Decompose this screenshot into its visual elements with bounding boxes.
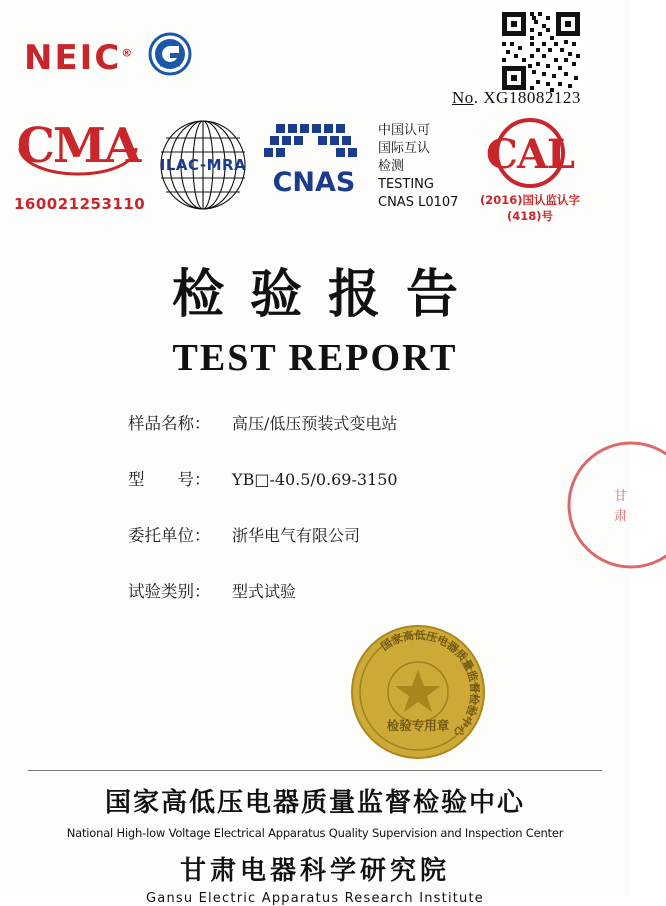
field-value-client-unit: 浙华电气有限公司	[232, 526, 361, 545]
cma-logo-icon	[14, 118, 142, 174]
cnas-line-4: TESTING	[378, 177, 434, 192]
serial-separator: .	[473, 88, 479, 107]
cal-letters	[468, 116, 592, 190]
field-value-test-category: 型式试验	[232, 582, 297, 601]
page-title-cn: 检验报告	[171, 264, 484, 325]
cnas-line-1: 中国认可	[378, 123, 431, 138]
page-title-en: TEST REPORT	[172, 337, 458, 379]
field-value-model: YB□-40.5/0.69-3150	[232, 470, 398, 489]
cal-mark	[468, 116, 592, 224]
neic-logo	[24, 38, 132, 78]
field-value-sample-name: 高压/低压预装式变电站	[232, 414, 398, 433]
gold-seal-icon	[344, 618, 492, 766]
blue-circle-mark-icon	[148, 32, 192, 76]
field-label-client-unit: 委托单位：	[128, 526, 211, 545]
seal-ring-text: 国家高低压电器质量监督检验中心	[378, 628, 482, 740]
footer-org-cn: 国家高低压电器质量监督检验中心	[104, 788, 525, 818]
serial-number	[452, 88, 581, 108]
qr-code-icon	[498, 8, 584, 94]
field-label-test-category: 试验类别：	[128, 582, 211, 601]
cal-logo-icon	[468, 116, 592, 190]
footer-org-en: National High-low Voltage Electrical Apparatus Quality Supervision and Inspection Center	[66, 826, 564, 840]
seal-bottom-text: 检验专用章	[386, 718, 450, 733]
cnas-line-3: 检测	[378, 159, 405, 174]
registered-icon: ®	[121, 46, 133, 60]
ilac-mra-text: ILAC-MRA	[159, 156, 247, 174]
cnas-text: CNAS	[272, 167, 356, 198]
cnas-accreditation-lines	[378, 122, 458, 212]
field-client-unit	[128, 522, 548, 546]
serial-label: No	[452, 88, 474, 107]
serial-value: XG18082123	[483, 88, 581, 107]
field-label-model: 型 号：	[128, 470, 211, 489]
footer	[0, 772, 630, 906]
cma-number: 160021253110	[14, 195, 146, 213]
neic-text: NEIC	[24, 38, 122, 78]
svg-text:CMA: CMA	[16, 118, 140, 174]
svg-text:CAL: CAL	[486, 131, 574, 178]
cal-number: (2016)国认监认字(418)号	[479, 193, 581, 223]
svg-text:甘: 甘	[614, 489, 628, 504]
footer-divider	[28, 770, 602, 771]
cnas-mark	[262, 120, 366, 212]
ilac-mra-mark	[148, 116, 258, 214]
cnas-line-2: 国际互认	[378, 141, 431, 156]
field-model	[128, 466, 548, 490]
cnas-line-5: CNAS L0107	[378, 195, 459, 210]
cma-mark	[14, 118, 146, 213]
cma-letters	[14, 118, 142, 187]
official-seal	[344, 618, 492, 766]
red-stamp-partial	[596, 430, 666, 580]
footer-institute-cn: 甘肃电器科学研究院	[179, 856, 450, 886]
field-label-sample-name: 样品名称：	[128, 414, 211, 433]
svg-text:肃: 肃	[614, 509, 628, 524]
report-fields	[128, 410, 548, 634]
field-sample-name	[128, 410, 548, 434]
footer-institute-en: Gansu Electric Apparatus Research Institute	[146, 891, 484, 906]
field-test-category	[128, 578, 548, 602]
